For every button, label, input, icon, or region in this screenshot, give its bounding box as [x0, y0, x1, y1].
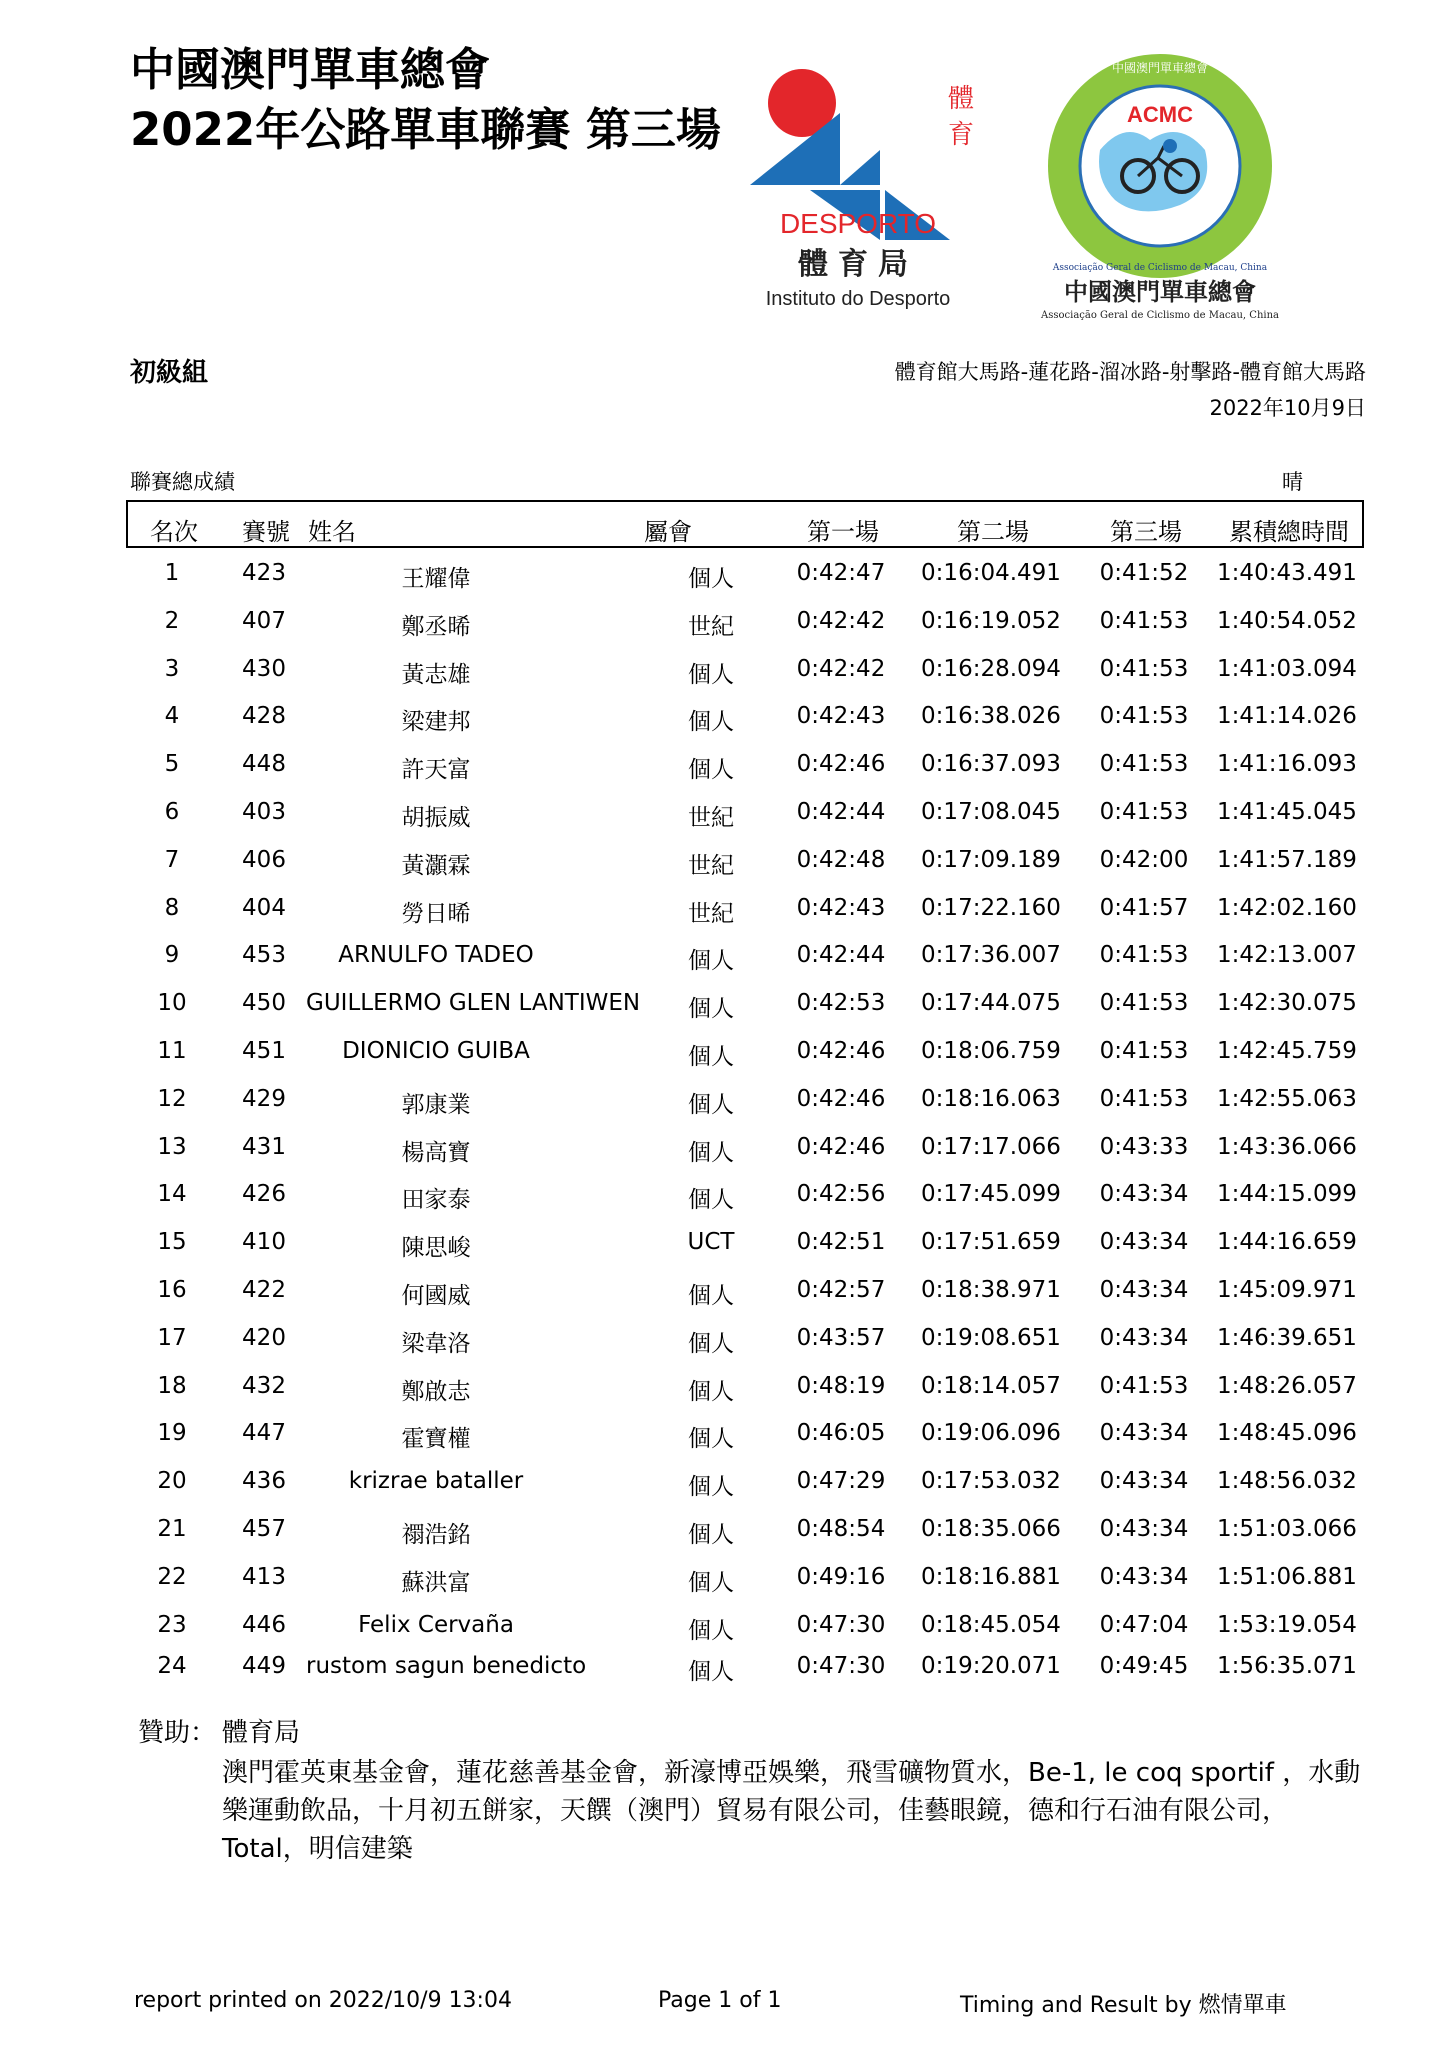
- cell-stage1: 0:42:51: [796, 1229, 886, 1256]
- cell-stage1: 0:48:54: [796, 1515, 886, 1542]
- cell-rank: 16: [157, 1276, 187, 1303]
- cell-name: 黃灝霖: [401, 852, 471, 879]
- cell-club: 個人: [688, 948, 734, 975]
- cell-rank: 17: [157, 1324, 187, 1351]
- cell-stage1: 0:47:30: [796, 1611, 886, 1638]
- cell-total: 1:51:06.881: [1217, 1563, 1357, 1590]
- cell-name: 鄭丞晞: [401, 613, 471, 640]
- desporto-cn-name: 體育局: [798, 247, 918, 282]
- acmc-ring-pt: Associação Geral de Ciclismo de Macau, China: [1052, 263, 1268, 273]
- cell-total: 1:44:15.099: [1217, 1181, 1357, 1208]
- cell-stage1: 0:42:43: [796, 894, 886, 921]
- cell-stage1: 0:42:53: [796, 990, 886, 1017]
- cell-name: 勞日晞: [401, 900, 471, 927]
- footer-page: Page 1 of 1: [658, 1988, 782, 2013]
- cell-club: 世紀: [688, 852, 734, 879]
- cell-stage3: 0:47:04: [1099, 1611, 1189, 1638]
- overall-results-label: 聯賽總成績: [130, 470, 235, 494]
- cell-stage3: 0:41:53: [1099, 798, 1189, 825]
- cell-name: 田家泰: [401, 1187, 471, 1214]
- cell-stage2: 0:19:06.096: [921, 1420, 1061, 1447]
- cell-rank: 22: [157, 1563, 187, 1590]
- cell-name: 梁建邦: [401, 709, 471, 736]
- cell-bib: 453: [242, 942, 286, 969]
- table-row: [126, 837, 1364, 885]
- race-date: 2022年10月9日: [1209, 396, 1366, 420]
- cell-stage3: 0:41:53: [1099, 1085, 1189, 1112]
- cell-name: 禤浩銘: [401, 1521, 471, 1548]
- cell-total: 1:48:45.096: [1217, 1420, 1357, 1447]
- cell-stage3: 0:41:53: [1099, 655, 1189, 682]
- cell-stage2: 0:18:35.066: [921, 1515, 1061, 1542]
- cell-name: 何國威: [401, 1282, 471, 1309]
- cell-name: 郭康業: [401, 1091, 471, 1118]
- desporto-brand: DESPORTO: [779, 208, 937, 239]
- cell-total: 1:46:39.651: [1217, 1324, 1357, 1351]
- cell-rank: 19: [157, 1420, 187, 1447]
- cell-bib: 436: [242, 1468, 286, 1495]
- cell-stage3: 0:41:57: [1099, 894, 1189, 921]
- cell-total: 1:40:43.491: [1217, 560, 1357, 586]
- cell-stage3: 0:41:53: [1099, 1372, 1189, 1399]
- cell-club: 個人: [688, 1043, 734, 1070]
- weather-label: 晴: [1282, 470, 1303, 494]
- cell-stage2: 0:17:09.189: [921, 846, 1061, 873]
- cell-stage1: 0:47:29: [796, 1468, 886, 1495]
- table-row: [126, 693, 1364, 741]
- cell-name: 黃志雄: [401, 661, 471, 688]
- cell-stage1: 0:42:42: [796, 655, 886, 682]
- cell-club: 世紀: [688, 613, 734, 640]
- table-row: [126, 932, 1364, 980]
- cell-stage2: 0:16:19.052: [921, 607, 1061, 634]
- category-label: 初級組: [130, 358, 209, 388]
- cell-stage1: 0:42:43: [796, 703, 886, 730]
- desporto-side-text-1: 體: [948, 84, 975, 114]
- cell-stage2: 0:17:45.099: [921, 1181, 1061, 1208]
- cell-bib: 451: [242, 1037, 286, 1064]
- cell-stage3: 0:41:53: [1099, 751, 1189, 778]
- cell-total: 1:42:30.075: [1217, 990, 1357, 1017]
- cell-bib: 457: [242, 1515, 286, 1542]
- cell-stage1: 0:42:48: [796, 846, 886, 873]
- cell-total: 1:53:19.054: [1217, 1611, 1357, 1638]
- cell-bib: 410: [242, 1229, 286, 1256]
- cell-club: 個人: [688, 1569, 734, 1596]
- cell-name: 霍寶權: [401, 1426, 471, 1453]
- cell-total: 1:41:14.026: [1217, 703, 1357, 730]
- cell-stage2: 0:17:51.659: [921, 1229, 1061, 1256]
- cell-stage2: 0:18:38.971: [921, 1276, 1061, 1303]
- cell-total: 1:42:13.007: [1217, 942, 1357, 969]
- cell-name: 陳思峻: [401, 1235, 471, 1262]
- cell-stage1: 0:42:46: [796, 751, 886, 778]
- cell-stage2: 0:18:45.054: [921, 1611, 1061, 1638]
- cell-rank: 10: [157, 990, 187, 1017]
- table-row: [126, 1602, 1364, 1650]
- cell-rank: 11: [157, 1037, 187, 1064]
- acmc-logo: [1030, 50, 1290, 320]
- title-line-2: 2022年公路單車聯賽 第三場: [130, 103, 721, 156]
- cell-stage2: 0:17:22.160: [921, 894, 1061, 921]
- cell-stage3: 0:43:34: [1099, 1468, 1189, 1495]
- cell-stage3: 0:43:33: [1099, 1133, 1189, 1160]
- cell-stage1: 0:42:47: [796, 560, 886, 586]
- table-row: [126, 1410, 1364, 1458]
- cell-stage2: 0:19:08.651: [921, 1324, 1061, 1351]
- cell-bib: 447: [242, 1420, 286, 1447]
- header-club: 屬會: [644, 518, 692, 546]
- cell-rank: 13: [157, 1133, 187, 1160]
- cell-bib: 449: [242, 1653, 286, 1680]
- cell-stage2: 0:17:36.007: [921, 942, 1061, 969]
- table-row: [126, 598, 1364, 646]
- cell-name: krizrae bataller: [348, 1468, 524, 1495]
- footer-timing: Timing and Result by 燃情單車: [960, 1993, 1287, 2018]
- cell-name: GUILLERMO GLEN LANTIWEN: [306, 990, 641, 1017]
- table-row: [126, 789, 1364, 837]
- table-row: [126, 1315, 1364, 1363]
- sponsor-main: 體育局: [222, 1718, 301, 1748]
- cell-stage1: 0:42:46: [796, 1037, 886, 1064]
- cell-bib: 426: [242, 1181, 286, 1208]
- cell-name: 蘇洪富: [401, 1569, 471, 1596]
- cell-total: 1:42:45.759: [1217, 1037, 1357, 1064]
- cell-club: 個人: [688, 1139, 734, 1166]
- cell-total: 1:41:16.093: [1217, 751, 1357, 778]
- table-row: [126, 1458, 1364, 1506]
- cell-club: 個人: [688, 1282, 734, 1309]
- cell-stage3: 0:43:34: [1099, 1420, 1189, 1447]
- cell-stage2: 0:16:38.026: [921, 703, 1061, 730]
- cell-stage3: 0:41:53: [1099, 1037, 1189, 1064]
- table-row: [126, 1076, 1364, 1124]
- cell-bib: 422: [242, 1276, 286, 1303]
- cell-bib: 413: [242, 1563, 286, 1590]
- cell-bib: 423: [242, 560, 286, 586]
- acmc-pt-name: Associação Geral de Ciclismo de Macau, China: [1041, 310, 1279, 321]
- cell-stage3: 0:43:34: [1099, 1563, 1189, 1590]
- header-name: 姓名: [308, 518, 356, 546]
- cell-stage1: 0:42:44: [796, 798, 886, 825]
- cell-stage2: 0:19:20.071: [921, 1653, 1061, 1680]
- table-row: [126, 1219, 1364, 1267]
- cell-stage3: 0:41:52: [1099, 560, 1189, 586]
- cell-stage1: 0:42:44: [796, 942, 886, 969]
- cell-rank: 12: [157, 1085, 187, 1112]
- cell-total: 1:40:54.052: [1217, 607, 1357, 634]
- cell-name: 楊高寶: [401, 1139, 471, 1166]
- cell-stage2: 0:17:44.075: [921, 990, 1061, 1017]
- cell-rank: 24: [157, 1653, 187, 1680]
- table-row: [126, 1124, 1364, 1172]
- cell-stage2: 0:18:16.881: [921, 1563, 1061, 1590]
- cell-stage1: 0:42:56: [796, 1181, 886, 1208]
- table-row: [126, 980, 1364, 1028]
- cell-club: 世紀: [688, 804, 734, 831]
- desporto-logo: [740, 55, 990, 315]
- cell-name: DIONICIO GUIBA: [342, 1037, 530, 1064]
- title-line-1: 中國澳門單車總會: [130, 43, 491, 96]
- cell-rank: 1: [164, 560, 180, 586]
- cell-stage2: 0:18:16.063: [921, 1085, 1061, 1112]
- cell-total: 1:42:55.063: [1217, 1085, 1357, 1112]
- cell-club: 個人: [688, 1617, 734, 1644]
- cell-rank: 20: [157, 1468, 187, 1495]
- table-row: [126, 1028, 1364, 1076]
- cell-bib: 420: [242, 1324, 286, 1351]
- cell-rank: 2: [164, 607, 180, 634]
- cell-name: 胡振威: [401, 804, 471, 831]
- results-table-header: [126, 500, 1364, 548]
- cell-stage2: 0:17:53.032: [921, 1468, 1061, 1495]
- cell-stage1: 0:42:57: [796, 1276, 886, 1303]
- cell-name: ARNULFO TADEO: [338, 942, 534, 969]
- cell-bib: 428: [242, 703, 286, 730]
- cell-rank: 7: [164, 846, 180, 873]
- cell-total: 1:48:26.057: [1217, 1372, 1357, 1399]
- cell-club: 個人: [688, 709, 734, 736]
- cell-bib: 450: [242, 990, 286, 1017]
- desporto-pt-name: Instituto do Desporto: [765, 288, 951, 310]
- table-row: [126, 550, 1364, 598]
- cell-total: 1:48:56.032: [1217, 1468, 1357, 1495]
- cell-bib: 429: [242, 1085, 286, 1112]
- table-row: [126, 741, 1364, 789]
- header-total: 累積總時間: [1229, 518, 1349, 546]
- cell-rank: 15: [157, 1229, 187, 1256]
- cell-rank: 21: [157, 1515, 187, 1542]
- cell-club: 個人: [688, 1378, 734, 1405]
- cell-stage2: 0:16:04.491: [921, 560, 1061, 586]
- route-text: 體育館大馬路-蓮花路-溜冰路-射擊路-體育館大馬路: [894, 360, 1366, 384]
- cell-rank: 8: [164, 894, 180, 921]
- cell-stage1: 0:43:57: [796, 1324, 886, 1351]
- table-row: [126, 885, 1364, 933]
- cell-bib: 446: [242, 1611, 286, 1638]
- table-row: [126, 1506, 1364, 1554]
- cell-stage1: 0:42:46: [796, 1085, 886, 1112]
- cell-total: 1:41:45.045: [1217, 798, 1357, 825]
- cell-name: 許天富: [401, 757, 471, 784]
- cell-stage1: 0:46:05: [796, 1420, 886, 1447]
- acmc-abbr: ACMC: [1127, 102, 1193, 127]
- cell-rank: 5: [164, 751, 180, 778]
- cell-total: 1:45:09.971: [1217, 1276, 1357, 1303]
- cell-name: Felix Cervaña: [358, 1611, 514, 1638]
- cell-club: 個人: [688, 1521, 734, 1548]
- cell-rank: 14: [157, 1181, 187, 1208]
- cell-club: 個人: [688, 1330, 734, 1357]
- cell-stage3: 0:41:53: [1099, 942, 1189, 969]
- cell-stage3: 0:43:34: [1099, 1276, 1189, 1303]
- header-stage3: 第三場: [1110, 518, 1182, 546]
- cell-club: 個人: [688, 1187, 734, 1214]
- cell-stage2: 0:18:06.759: [921, 1037, 1061, 1064]
- cell-stage2: 0:16:28.094: [921, 655, 1061, 682]
- table-row: [126, 1267, 1364, 1315]
- header-rank: 名次: [150, 518, 198, 546]
- cell-name: 梁韋洛: [401, 1330, 471, 1357]
- cell-name: 鄭啟志: [401, 1378, 471, 1405]
- cell-stage1: 0:42:46: [796, 1133, 886, 1160]
- footer-printed: report printed on 2022/10/9 13:04: [134, 1988, 512, 2013]
- cell-name: rustom sagun benedicto: [306, 1653, 587, 1680]
- table-row: [126, 646, 1364, 694]
- cell-club: UCT: [687, 1229, 735, 1256]
- cell-rank: 18: [157, 1372, 187, 1399]
- acmc-ring-cn: 中國澳門單車總會: [1111, 61, 1209, 75]
- cell-stage1: 0:48:19: [796, 1372, 886, 1399]
- cell-rank: 9: [164, 942, 180, 969]
- cell-bib: 432: [242, 1372, 286, 1399]
- cell-total: 1:43:36.066: [1217, 1133, 1357, 1160]
- cell-club: 個人: [688, 1474, 734, 1501]
- cell-club: 世紀: [688, 900, 734, 927]
- cell-club: 個人: [688, 757, 734, 784]
- table-row: [126, 1363, 1364, 1411]
- cell-club: 個人: [688, 1426, 734, 1453]
- cell-stage2: 0:17:17.066: [921, 1133, 1061, 1160]
- header-stage1: 第一場: [807, 518, 879, 546]
- cell-bib: 448: [242, 751, 286, 778]
- cell-name: 王耀偉: [401, 566, 471, 592]
- cell-rank: 23: [157, 1611, 187, 1638]
- cell-stage3: 0:49:45: [1099, 1653, 1189, 1680]
- header-stage2: 第二場: [957, 518, 1029, 546]
- cell-bib: 406: [242, 846, 286, 873]
- cell-total: 1:42:02.160: [1217, 894, 1357, 921]
- cell-stage2: 0:16:37.093: [921, 751, 1061, 778]
- cell-total: 1:51:03.066: [1217, 1515, 1357, 1542]
- cell-club: 個人: [688, 1091, 734, 1118]
- cell-total: 1:56:35.071: [1217, 1653, 1357, 1680]
- cell-club: 個人: [688, 566, 734, 592]
- cell-rank: 4: [164, 703, 180, 730]
- cell-bib: 431: [242, 1133, 286, 1160]
- cell-stage3: 0:41:53: [1099, 990, 1189, 1017]
- cell-stage1: 0:47:30: [796, 1653, 886, 1680]
- table-row: [126, 1171, 1364, 1219]
- cell-stage3: 0:41:53: [1099, 607, 1189, 634]
- cell-stage3: 0:43:34: [1099, 1229, 1189, 1256]
- cell-total: 1:41:03.094: [1217, 655, 1357, 682]
- report-title: [130, 40, 721, 160]
- header-bib: 賽號: [242, 518, 290, 546]
- cell-stage3: 0:43:34: [1099, 1515, 1189, 1542]
- cell-stage2: 0:17:08.045: [921, 798, 1061, 825]
- cell-total: 1:44:16.659: [1217, 1229, 1357, 1256]
- cell-bib: 404: [242, 894, 286, 921]
- sponsor-list: 澳門霍英東基金會，蓮花慈善基金會，新濠博亞娛樂，飛雪礦物質水，Be-1, le coq sportif ，水動樂運動飲品，十月初五餅家，天饌（澳門）貿易有限公司，佳藝眼鏡，德和行石油有限公司，Total，明信建築: [222, 1758, 1361, 1864]
- cell-total: 1:41:57.189: [1217, 846, 1357, 873]
- table-row: [126, 1554, 1364, 1602]
- acmc-cn-name: 中國澳門單車總會: [1064, 277, 1256, 306]
- table-row: [126, 1643, 1364, 1686]
- cell-bib: 430: [242, 655, 286, 682]
- cell-club: 個人: [688, 1659, 734, 1686]
- cell-club: 個人: [688, 661, 734, 688]
- cell-stage3: 0:41:53: [1099, 703, 1189, 730]
- cell-stage1: 0:42:42: [796, 607, 886, 634]
- cell-bib: 407: [242, 607, 286, 634]
- cell-stage1: 0:49:16: [796, 1563, 886, 1590]
- cell-stage3: 0:43:34: [1099, 1181, 1189, 1208]
- cell-stage3: 0:43:34: [1099, 1324, 1189, 1351]
- cell-rank: 6: [164, 798, 180, 825]
- cell-rank: 3: [164, 655, 180, 682]
- cell-stage2: 0:18:14.057: [921, 1372, 1061, 1399]
- desporto-side-text-2: 育: [948, 120, 975, 150]
- cell-stage3: 0:42:00: [1099, 846, 1189, 873]
- cell-club: 個人: [688, 996, 734, 1023]
- results-table-body: [126, 550, 1364, 1686]
- cell-bib: 403: [242, 798, 286, 825]
- sponsor-label: 贊助：: [138, 1718, 217, 1748]
